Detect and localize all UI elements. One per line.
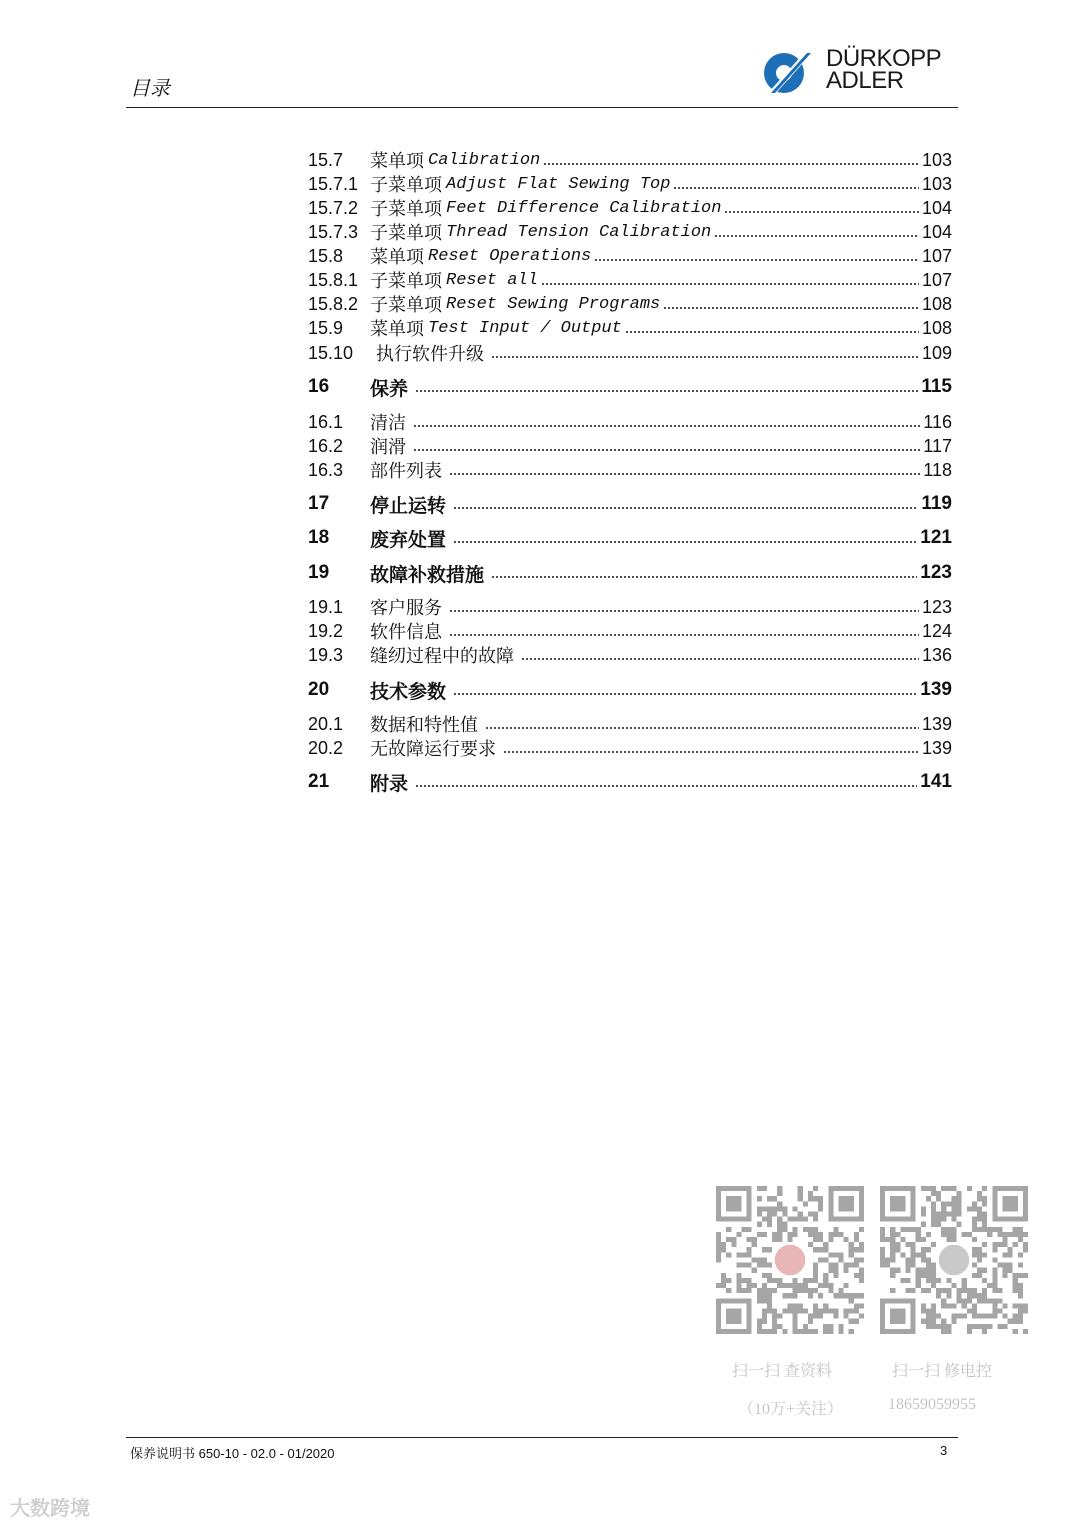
toc-entry-page: 123: [921, 596, 952, 617]
toc-entry-number: 15.7: [308, 149, 344, 170]
toc-entry-menu-term: Feet Difference Calibration: [446, 198, 722, 218]
toc-entry-title: 无故障运行要求: [370, 739, 496, 759]
toc-dot-leader: [491, 574, 917, 580]
toc-entry[interactable]: [308, 220, 952, 244]
watermark: 大数跨境: [10, 1498, 90, 1520]
qr-code-right: [880, 1186, 1028, 1334]
toc-entry-page: 119: [921, 493, 952, 514]
toc-entry[interactable]: [308, 341, 952, 365]
toc-dot-leader: [415, 388, 918, 394]
footer-page-number: 3: [940, 1443, 948, 1458]
toc-entry-number: 15.9: [308, 317, 344, 338]
toc-entry-number: 16.3: [308, 459, 344, 480]
toc-entry[interactable]: [308, 619, 952, 643]
toc-entry-menu-term: Test Input / Output: [428, 318, 622, 338]
toc-entry-title: 软件信息: [370, 622, 442, 642]
toc-entry[interactable]: [308, 492, 952, 516]
qr-left-caption-2: （10万+关注）: [738, 1401, 844, 1418]
toc-entry[interactable]: [308, 712, 952, 736]
qr-code-left: [716, 1186, 864, 1334]
toc-entry-page: 103: [921, 173, 952, 194]
toc-entry-title: 子菜单项: [370, 223, 442, 243]
toc-entry-title: 清洁: [370, 413, 406, 433]
toc-entry-number: 16.2: [308, 435, 344, 456]
toc-entry-title: 子菜单项: [370, 271, 442, 291]
toc-entry-title: 子菜单项: [370, 175, 442, 195]
toc-dot-leader: [663, 305, 919, 311]
qr-left-caption-1: 扫一扫 查资料: [732, 1363, 833, 1380]
toc-entry[interactable]: [308, 643, 952, 667]
toc-entry-page: 107: [921, 245, 952, 266]
toc-entry-page: 139: [921, 713, 952, 734]
toc-dot-leader: [673, 185, 919, 191]
toc-entry-number: 19.2: [308, 620, 344, 641]
footer-doc-info: 保养说明书 650-10 - 02.0 - 01/2020: [130, 1446, 335, 1461]
toc-entry[interactable]: [308, 595, 952, 619]
duerkopp-adler-logo-icon: [762, 51, 818, 95]
toc-entry-title: 执行软件升级: [376, 344, 484, 364]
toc-entry-page: 121: [920, 527, 952, 548]
toc-entry[interactable]: [308, 316, 952, 340]
toc-dot-leader: [503, 749, 919, 755]
toc-dot-leader: [491, 354, 919, 360]
toc-entry-title: 缝纫过程中的故障: [370, 646, 514, 666]
toc-entry-menu-term: Adjust Flat Sewing Top: [446, 174, 671, 194]
toc-entry[interactable]: [308, 434, 952, 458]
toc-entry-number: 15.8.1: [308, 269, 359, 290]
toc-dot-leader: [594, 257, 919, 263]
toc-dot-leader: [449, 471, 920, 477]
toc-entry-title: 附录: [370, 773, 409, 795]
toc-dot-leader: [413, 447, 920, 453]
toc-dot-leader: [543, 161, 919, 167]
toc-entry[interactable]: [308, 770, 952, 794]
toc-entry-menu-term: Reset Operations: [428, 246, 592, 266]
toc-dot-leader: [415, 783, 917, 789]
header-title: 目录: [130, 78, 170, 100]
toc-entry-number: 15.8: [308, 245, 344, 266]
toc-entry[interactable]: [308, 148, 952, 172]
toc-entry-page: 104: [921, 197, 952, 218]
toc-entry[interactable]: [308, 292, 952, 316]
toc-entry-number: 16: [308, 376, 330, 397]
brand-logo: [762, 45, 962, 98]
toc-entry-title: 菜单项: [370, 247, 424, 267]
toc-entry-page: 118: [923, 459, 952, 480]
toc-entry-menu-term: Reset Sewing Programs: [446, 294, 661, 314]
toc-entry-number: 19: [308, 562, 330, 583]
toc-entry-title: 润滑: [370, 437, 406, 457]
toc-entry-page: 107: [921, 269, 952, 290]
toc-dot-leader: [453, 691, 917, 697]
toc-entry-title: 废弃处置: [370, 529, 447, 551]
toc-entry-title: 部件列表: [370, 461, 442, 481]
toc-entry-page: 139: [921, 737, 952, 758]
toc-dot-leader: [714, 233, 919, 239]
toc-entry-title: 故障补救措施: [370, 564, 485, 586]
toc-dot-leader: [413, 423, 920, 429]
toc-entry-number: 18: [308, 527, 330, 548]
toc-entry-page: 141: [920, 771, 952, 792]
toc-entry[interactable]: [308, 458, 952, 482]
toc-dot-leader: [453, 539, 917, 545]
toc-entry-number: 19.3: [308, 644, 344, 665]
toc-entry[interactable]: [308, 172, 952, 196]
toc-entry-title: 保养: [370, 378, 409, 400]
qr-code-area: [716, 1186, 1028, 1426]
toc-entry-number: 15.10: [308, 342, 354, 363]
toc-entry[interactable]: [308, 410, 952, 434]
toc-entry-number: 19.1: [308, 596, 344, 617]
toc-entry-page: 104: [921, 221, 952, 242]
toc-entry-number: 15.8.2: [308, 293, 359, 314]
toc-dot-leader: [449, 608, 919, 614]
toc-dot-leader: [625, 329, 919, 335]
toc-dot-leader: [541, 281, 919, 287]
logo-line-1: DÜRKOPP: [826, 45, 942, 72]
toc-dot-leader: [449, 632, 919, 638]
toc-entry[interactable]: [308, 526, 952, 550]
toc-entry[interactable]: [308, 196, 952, 220]
toc-entry-number: 15.7.2: [308, 197, 359, 218]
logo-line-2: ADLER: [826, 67, 904, 94]
toc-entry-page: 116: [923, 411, 952, 432]
header-divider: [126, 107, 958, 108]
toc-dot-leader: [485, 725, 919, 731]
toc-entry-number: 17: [308, 493, 330, 514]
toc-entry-title: 技术参数: [370, 681, 447, 703]
qr-right-caption-2: 18659059955: [888, 1396, 976, 1413]
toc-entry-page: 103: [921, 149, 952, 170]
toc-entry-menu-term: Thread Tension Calibration: [446, 222, 712, 242]
qr-right-caption-1: 扫一扫 修电控: [892, 1363, 993, 1380]
toc-entry-menu-term: Reset all: [446, 270, 538, 290]
toc-entry[interactable]: [308, 268, 952, 292]
toc-entry-page: 115: [921, 376, 952, 397]
toc-entry-number: 20: [308, 679, 330, 700]
toc-dot-leader: [453, 505, 918, 511]
toc-entry-title: 客户服务: [370, 598, 442, 618]
toc-dot-leader: [521, 656, 919, 662]
toc-entry-number: 20.1: [308, 713, 344, 734]
toc-entry-title: 停止运转: [370, 495, 447, 517]
footer-divider: [126, 1437, 958, 1438]
toc-entry-title: 子菜单项: [370, 199, 442, 219]
toc-entry-page: 139: [920, 679, 952, 700]
logo-wordmark: [826, 45, 942, 94]
toc-entry[interactable]: [308, 375, 952, 399]
toc-entry[interactable]: [308, 736, 952, 760]
toc-entry-page: 124: [921, 620, 952, 641]
toc-entry-page: 117: [923, 435, 952, 456]
toc-entry-number: 15.7.3: [308, 221, 359, 242]
toc-entry-number: 20.2: [308, 737, 344, 758]
toc-entry-number: 16.1: [308, 411, 344, 432]
toc-entry-title: 菜单项: [370, 319, 424, 339]
toc-entry-page: 123: [920, 562, 952, 583]
toc-entry-number: 21: [308, 771, 330, 792]
toc-entry-page: 108: [921, 317, 952, 338]
toc-entry[interactable]: [308, 561, 952, 585]
toc-entry[interactable]: [308, 678, 952, 702]
toc-entry-page: 109: [921, 342, 952, 363]
toc-entry-menu-term: Calibration: [428, 150, 541, 170]
toc-entry-title: 菜单项: [370, 151, 424, 171]
toc-entry-page: 136: [921, 644, 952, 665]
toc-entry-title: 数据和特性值: [370, 715, 478, 735]
toc-entry-number: 15.7.1: [308, 173, 359, 194]
toc-entry[interactable]: [308, 244, 952, 268]
toc-dot-leader: [724, 209, 919, 215]
toc-entry-page: 108: [921, 293, 952, 314]
toc-entry-title: 子菜单项: [370, 295, 442, 315]
